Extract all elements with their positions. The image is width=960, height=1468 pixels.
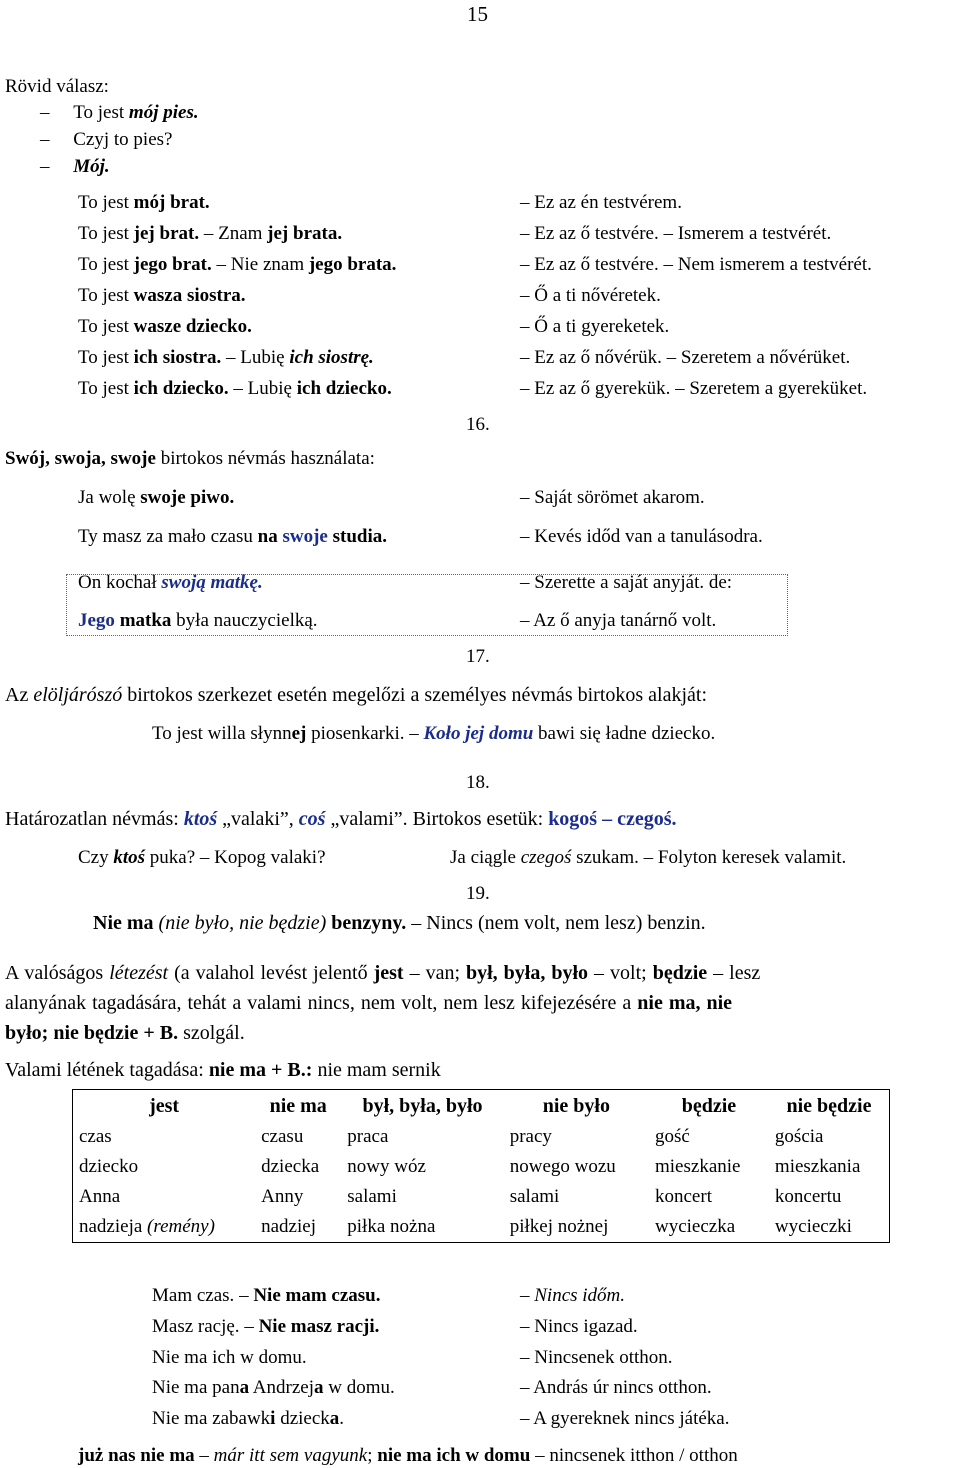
dialog-line-3: – Mój. bbox=[40, 156, 110, 177]
table-cell: koncert bbox=[655, 1186, 712, 1207]
short-answer-title: Rövid válasz: bbox=[5, 76, 109, 97]
sec16-pl-1: Ja wolę swoje piwo. bbox=[78, 487, 235, 508]
bottom-pl-4: Nie ma pana Andrzeja w domu. bbox=[152, 1377, 395, 1398]
table-row bbox=[73, 1182, 890, 1212]
table-header: nie było bbox=[542, 1094, 610, 1117]
table-row bbox=[73, 1212, 890, 1243]
table-cell: Anna bbox=[79, 1186, 121, 1207]
pl-line-6: To jest ich siostra. – Lubię ich siostrę. bbox=[78, 347, 374, 368]
table-cell: czasu bbox=[261, 1126, 304, 1147]
hu-line-5: – Ő a ti gyereketek. bbox=[520, 316, 670, 337]
table-cell: gość bbox=[655, 1126, 690, 1147]
sec16-hu-1: – Saját sörömet akarom. bbox=[520, 487, 705, 508]
para-line-2: alanyának tagadására, tehát a valami nincs, nem volt, nem lesz kifejezésére a nie ma, nie bbox=[5, 992, 733, 1014]
section-17-text: Az elöljárószó birtokos szerkezet esetén megelőzi a személyes névmás birtokos alakját: bbox=[5, 684, 708, 706]
table-cell: nowego wozu bbox=[509, 1156, 616, 1177]
bottom-hu-4: – András úr nincs otthon. bbox=[520, 1377, 712, 1398]
bottom-pl-3: Nie ma ich w domu. bbox=[152, 1347, 307, 1368]
dialog-line-1: – To jest mój pies. bbox=[40, 102, 199, 123]
para-line-1: A valóságos létezést (a valahol levést jelentő jest – van; był, była, było – volt; będzie – lesz bbox=[5, 962, 761, 984]
table-cell: nowy wóz bbox=[347, 1156, 426, 1177]
section-18-number: 18. bbox=[466, 772, 490, 793]
table-cell: wycieczka bbox=[655, 1216, 736, 1237]
table-cell: piłkej nożnej bbox=[509, 1216, 609, 1237]
section-16-number: 16. bbox=[466, 414, 490, 435]
table-row bbox=[73, 1122, 890, 1152]
table-cell: pracy bbox=[509, 1126, 552, 1147]
table-cell: salami bbox=[509, 1186, 560, 1207]
hu-line-7: – Ez az ő gyerekük. – Szeretem a gyereküket. bbox=[520, 378, 868, 399]
sec16-hu-2: – Kevés időd van a tanulásodra. bbox=[520, 526, 763, 547]
hu-line-6: – Ez az ő nővérük. – Szeretem a nővérüket. bbox=[520, 347, 851, 368]
hu-line-4: – Ő a ti nővéretek. bbox=[520, 285, 661, 306]
section-18-example-1: Czy ktoś puka? – Kopog valaki? bbox=[78, 847, 326, 868]
table-cell: Anny bbox=[261, 1186, 304, 1207]
section-17-number: 17. bbox=[466, 646, 490, 667]
table-cell: salami bbox=[347, 1186, 397, 1207]
sec16-pl-4: Jego matka była nauczycielką. bbox=[78, 610, 318, 631]
table-cell: dziecko bbox=[79, 1156, 139, 1177]
bottom-pl-2: Masz rację. – Nie masz racji. bbox=[152, 1316, 380, 1337]
pl-line-2: To jest jej brat. – Znam jej brata. bbox=[78, 223, 343, 244]
table-cell: nadziej bbox=[261, 1216, 316, 1237]
table-cell: praca bbox=[347, 1126, 389, 1147]
table-cell: dziecka bbox=[261, 1156, 320, 1177]
table-cell: nadzieja (remény) bbox=[79, 1216, 215, 1237]
bottom-pl-1: Mam czas. – Nie mam czasu. bbox=[152, 1285, 381, 1306]
para-line-4: Valami létének tagadása: nie ma + B.: nie mam sernik bbox=[5, 1059, 441, 1081]
table-cell: piłka nożna bbox=[347, 1216, 436, 1237]
table-row bbox=[73, 1152, 890, 1182]
dialog-line-2: – Czyj to pies? bbox=[40, 129, 173, 150]
pl-line-3: To jest jego brat. – Nie znam jego brata. bbox=[78, 254, 397, 275]
hu-line-1: – Ez az én testvérem. bbox=[520, 192, 682, 213]
bottom-hu-1: – Nincs időm. bbox=[520, 1285, 626, 1306]
sec16-pl-2: Ty masz za mało czasu na swoje studia. bbox=[78, 526, 387, 547]
table-cell: gościa bbox=[774, 1126, 824, 1147]
table-header: jest bbox=[149, 1094, 180, 1117]
negation-table bbox=[72, 1089, 890, 1243]
bottom-hu-2: – Nincs igazad. bbox=[520, 1316, 638, 1337]
sec16-pl-3: On kochał swoją matkę. bbox=[78, 572, 263, 593]
bottom-hu-3: – Nincsenek otthon. bbox=[520, 1347, 673, 1368]
para-line-3: było; nie będzie + B. szolgál. bbox=[5, 1022, 245, 1044]
pl-line-1: To jest mój brat. bbox=[78, 192, 210, 213]
sec16-hu-3: – Szerette a saját anyját. de: bbox=[520, 572, 733, 593]
section-18-text: Határozatlan névmás: ktoś „valaki”, coś „valami”. Birtokos esetük: kogoś – czegoś. bbox=[5, 808, 677, 830]
pl-line-7: To jest ich dziecko. – Lubię ich dziecko. bbox=[78, 378, 392, 399]
bottom-pl-5: Nie ma zabawki dziecka. bbox=[152, 1408, 345, 1429]
sec16-hu-4: – Az ő anyja tanárnő volt. bbox=[520, 610, 717, 631]
section-19-number: 19. bbox=[466, 883, 490, 904]
table-header: był, była, było bbox=[362, 1094, 483, 1117]
table-cell: koncertu bbox=[774, 1186, 842, 1207]
final-line: już nas nie ma – már itt sem vagyunk; nie ma ich w domu – nincsenek itthon / otthon bbox=[78, 1445, 738, 1466]
section-16-title: Swój, swoja, swoje birtokos névmás használata: bbox=[5, 448, 375, 469]
hu-line-2: – Ez az ő testvére. – Ismerem a testvérét. bbox=[520, 223, 832, 244]
table-header-row bbox=[73, 1090, 890, 1123]
section-17-example: To jest willa słynnej piosenkarki. – Koło jej domu bawi się ładne dziecko. bbox=[152, 723, 716, 744]
pl-line-5: To jest wasze dziecko. bbox=[78, 316, 252, 337]
table-cell: wycieczki bbox=[774, 1216, 852, 1237]
section-18-example-2: Ja ciągle czegoś szukam. – Folyton keresek valamit. bbox=[450, 847, 847, 868]
table-header: będzie bbox=[681, 1094, 737, 1117]
table-cell: mieszkanie bbox=[655, 1156, 741, 1177]
section-19-text: Nie ma (nie było, nie będzie) benzyny. – Nincs (nem volt, nem lesz) benzin. bbox=[93, 912, 706, 934]
bottom-hu-5: – A gyereknek nincs játéka. bbox=[520, 1408, 730, 1429]
pl-line-4: To jest wasza siostra. bbox=[78, 285, 246, 306]
table-header: nie będzie bbox=[786, 1094, 872, 1117]
table-cell: mieszkania bbox=[774, 1156, 861, 1177]
page-number: 15 bbox=[467, 2, 488, 26]
hu-line-3: – Ez az ő testvére. – Nem ismerem a testvérét. bbox=[520, 254, 872, 275]
table-cell: czas bbox=[79, 1126, 112, 1147]
table-header: nie ma bbox=[269, 1094, 327, 1117]
